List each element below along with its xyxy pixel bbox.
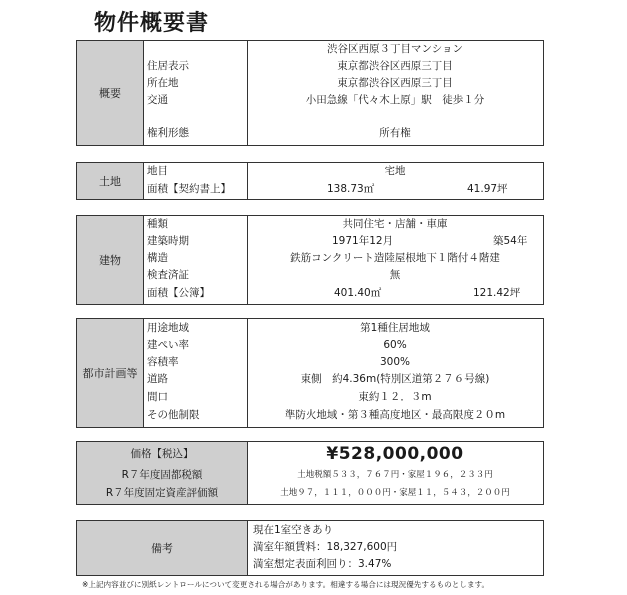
remarks-line-1: 現在1室空きあり [253,524,334,536]
inspection-value: 無 [389,269,401,281]
remarks-line-2: 満室年額賃料：18,327,600円 [253,541,398,553]
built-key: 建築時期 [147,235,189,247]
zoning-key: 用途地域 [147,322,189,334]
property-name: 渋谷区西原３丁目マンション [326,43,464,55]
land-area-sqm: 138.73㎡ [327,183,375,195]
building-area-tsubo: 121.42坪 [473,287,521,299]
fixed-tax-value: 土地税額５３３，７６７円・家屋１９６，２３３円 [297,470,493,480]
price-value: ¥528,000,000 [326,444,464,464]
other-restrictions-key: その他制限 [147,409,200,421]
location-key: 所在地 [147,77,179,89]
inspection-key: 検査済証 [147,269,189,281]
building-type-value: 共同住宅・店舗・車庫 [342,218,448,230]
footnote: ※上記内容並びに別紙レントロールについて変更される場合があります。相違する場合には現況優先するものとします。 [82,580,490,589]
remarks-section [76,520,544,576]
assessment-value: 土地９７，１１１，０００円・家屋１１，５４３，２００円 [280,488,510,498]
city-planning-section [76,318,544,428]
address-display-key: 住居表示 [147,60,189,72]
rights-key: 権利形態 [147,127,189,139]
land-section [76,162,544,200]
road-value: 東側 約4.36m(特別区道第２７６号線) [300,373,490,385]
price-key: 価格【税込】 [130,448,194,460]
land-area-tsubo: 41.97坪 [467,183,508,195]
overview-label: 概要 [77,41,144,145]
overview-section [76,40,544,146]
assessment-key: R７年度固定資産評価額 [105,487,219,499]
document-title: 物件概要書 [94,11,210,36]
road-key: 道路 [147,373,168,385]
frontage-value: 東約１２．３m [358,391,432,403]
other-restrictions-value: 準防火地域・第３種高度地区・最高限度２０m [284,409,506,421]
transport-value: 小田急線「代々木上原」駅 徒歩１分 [305,94,485,106]
coverage-key: 建ぺい率 [147,339,189,351]
address-display-value: 東京都渋谷区西原三丁目 [337,60,453,72]
building-label: 建物 [77,216,144,304]
land-category-key: 地目 [147,165,168,177]
price-section [76,441,544,505]
zoning-value: 第1種住居地域 [360,322,430,334]
structure-value: 鉄筋コンクリート造陸屋根地下１階付４階建 [290,252,500,264]
structure-key: 構造 [147,252,168,264]
land-category-value: 宅地 [384,165,406,177]
land-area-key: 面積【契約書上】 [147,183,231,195]
building-section [76,215,544,305]
fixed-tax-key: R７年度固都税額 [121,469,203,481]
location-value: 東京都渋谷区西原三丁目 [337,77,453,89]
built-value: 1971年12月 [332,235,394,247]
frontage-key: 間口 [147,391,168,403]
remarks-label: 備考 [151,542,173,555]
city-planning-label: 都市計画等 [77,319,144,427]
rights-value: 所有権 [379,127,411,139]
building-area-sqm: 401.40㎡ [334,287,382,299]
building-area-key: 面積【公簿】 [147,287,210,299]
remarks-line-3: 満室想定表面利回り：3.47% [253,558,392,570]
built-age: 築54年 [493,235,528,247]
building-type-key: 種類 [147,218,168,230]
far-key: 容積率 [147,356,179,368]
coverage-value: 60% [383,339,407,351]
land-label: 土地 [77,163,144,199]
far-value: 300% [379,356,411,368]
transport-key: 交通 [147,94,168,106]
